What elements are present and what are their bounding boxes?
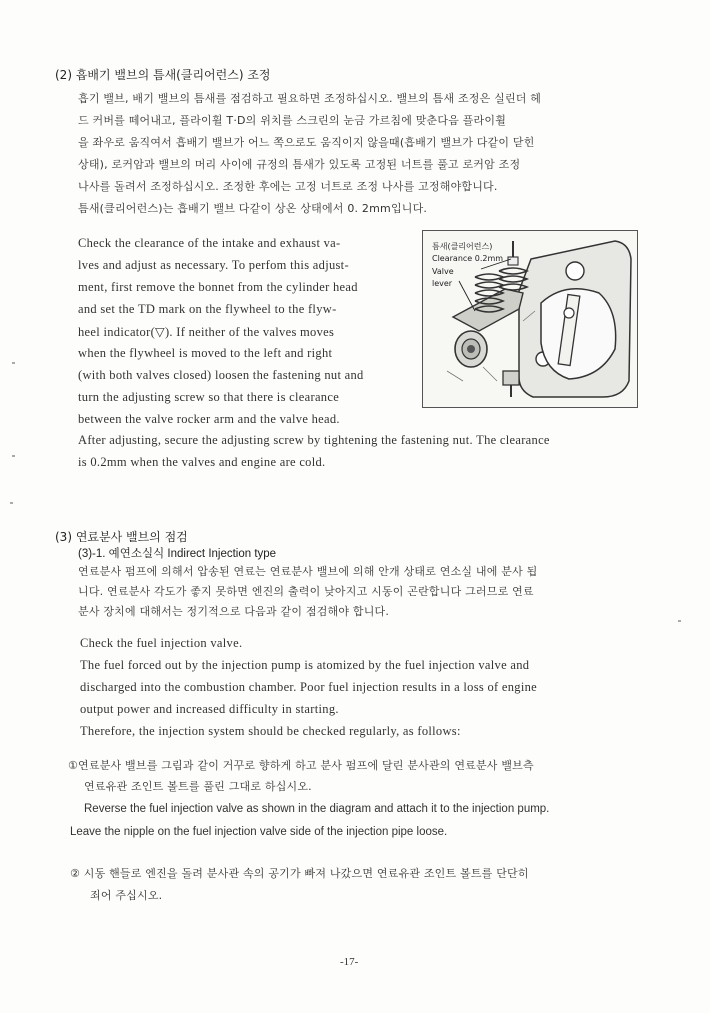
section-3-heading: (3) 연료분사 밸브의 점검: [55, 530, 188, 544]
page-number: -17-: [340, 956, 359, 968]
section-2-korean-line: 을 좌우로 움직여서 흡배기 밸브가 어느 쪽으로도 움직이지 않을때(흡배기 밸브가 다같이 닫힌: [78, 136, 535, 149]
step-1-english-line: Leave the nipple on the fuel injection valve side of the injection pipe loose.: [70, 826, 448, 838]
section-2-english-line: lves and adjust as necessary. To perfom this adjust-: [78, 258, 349, 272]
scan-speck: [10, 502, 13, 504]
section-3-korean-line: 연료분사 펌프에 의해서 압송된 연료는 연료분사 밸브에 의해 안개 상태로 연소실 내에 분사 됩: [78, 565, 538, 578]
section-2-english-line: when the flywheel is moved to the left and right: [78, 346, 333, 360]
section-2-korean-line: 상태), 로커암과 밸브의 머리 사이에 규정의 틈새가 있도록 고정된 너트를 풀고 로커암 조정: [78, 158, 521, 171]
section-2-english-line: heel indicator(▽). If neither of the valves moves: [78, 325, 335, 339]
section-3-english-line: The fuel forced out by the injection pump is atomized by the fuel injection valve and: [80, 658, 530, 672]
section-3-english-line: output power and increased difficulty in starting.: [80, 702, 339, 716]
section-3-korean-line: 니다. 연료분사 각도가 좋지 못하면 엔진의 출력이 낮아지고 시동이 곤란합니다 그러므로 연료: [78, 585, 534, 598]
section-2-english-line: between the valve rocker arm and the valve head.: [78, 412, 340, 426]
step-2-korean-line: 죄어 주십시오.: [90, 889, 163, 902]
figure-label-valve: Valve: [432, 267, 454, 276]
section-2-english-line: After adjusting, secure the adjusting screw by tightening the fastening nut. The clearance: [78, 433, 550, 447]
scan-speck: [12, 362, 15, 364]
section-2-korean-line: 나사를 돌려서 조정하십시오. 조정한 후에는 고정 너트로 조정 나사를 고정해야합니다.: [78, 180, 498, 193]
section-2-korean-line: 드 커버를 떼어내고, 플라이휠 T·D의 위치를 스크린의 눈금 가르침에 맞춘다음 플라이휠: [78, 114, 507, 127]
figure-label-clearance: Clearance 0.2mm: [432, 254, 504, 263]
figure-label-lever: lever: [432, 279, 453, 288]
valve-clearance-figure: [422, 230, 638, 408]
section-2-korean-line: 흡기 밸브, 배기 밸브의 틈새를 점검하고 필요하면 조정하십시오. 밸브의 틈새 조정은 실린더 헤: [78, 92, 542, 105]
figure-label-clearance-kr: 틈새(클리어런스): [432, 242, 493, 251]
section-2-english-line: Check the clearance of the intake and exhaust va-: [78, 236, 341, 250]
section-2-english-line: ment, first remove the bonnet from the cylinder head: [78, 280, 358, 294]
section-3-english-line: Therefore, the injection system should be checked regularly, as follows:: [80, 724, 461, 738]
step-1-english-line: Reverse the fuel injection valve as shown in the diagram and attach it to the injection pump.: [84, 803, 550, 815]
section-3-korean-line: 분사 장치에 대해서는 정기적으로 다음과 같이 점검해야 합니다.: [78, 605, 390, 618]
section-2-english-line: is 0.2mm when the valves and engine are cold.: [78, 455, 326, 469]
section-3-subheading: (3)-1. 예연소실식 Indirect Injection type: [78, 548, 277, 560]
scan-speck: [12, 455, 15, 457]
step-1-korean-line: 연료유관 조인트 볼트를 풀린 그대로 하십시오.: [84, 780, 312, 793]
section-2-korean-line: 틈새(클리어런스)는 흡배기 밸브 다같이 상온 상태에서 0. 2mm입니다.: [78, 202, 428, 215]
section-2-english-line: (with both valves closed) loosen the fastening nut and: [78, 368, 364, 382]
section-2-heading: (2) 흡배기 밸브의 틈새(클리어런스) 조정: [55, 68, 271, 82]
scan-speck: [678, 620, 681, 622]
step-2-korean-line: ② 시동 핸들로 엔진을 돌려 분사관 속의 공기가 빠져 나갔으면 연료유관 조인트 볼트를 단단히: [70, 867, 529, 880]
step-1-korean-line: ①연료분사 밸브를 그림과 같이 거꾸로 향하게 하고 분사 펌프에 달린 분사관의 연료분사 밸브측: [68, 759, 534, 772]
section-3-english-line: discharged into the combustion chamber. Poor fuel injection results in a loss of engine: [80, 680, 538, 694]
section-2-english-line: turn the adjusting screw so that there is clearance: [78, 390, 340, 404]
section-2-english-line: and set the TD mark on the flywheel to the flyw-: [78, 302, 337, 316]
section-3-english-line: Check the fuel injection valve.: [80, 636, 243, 650]
